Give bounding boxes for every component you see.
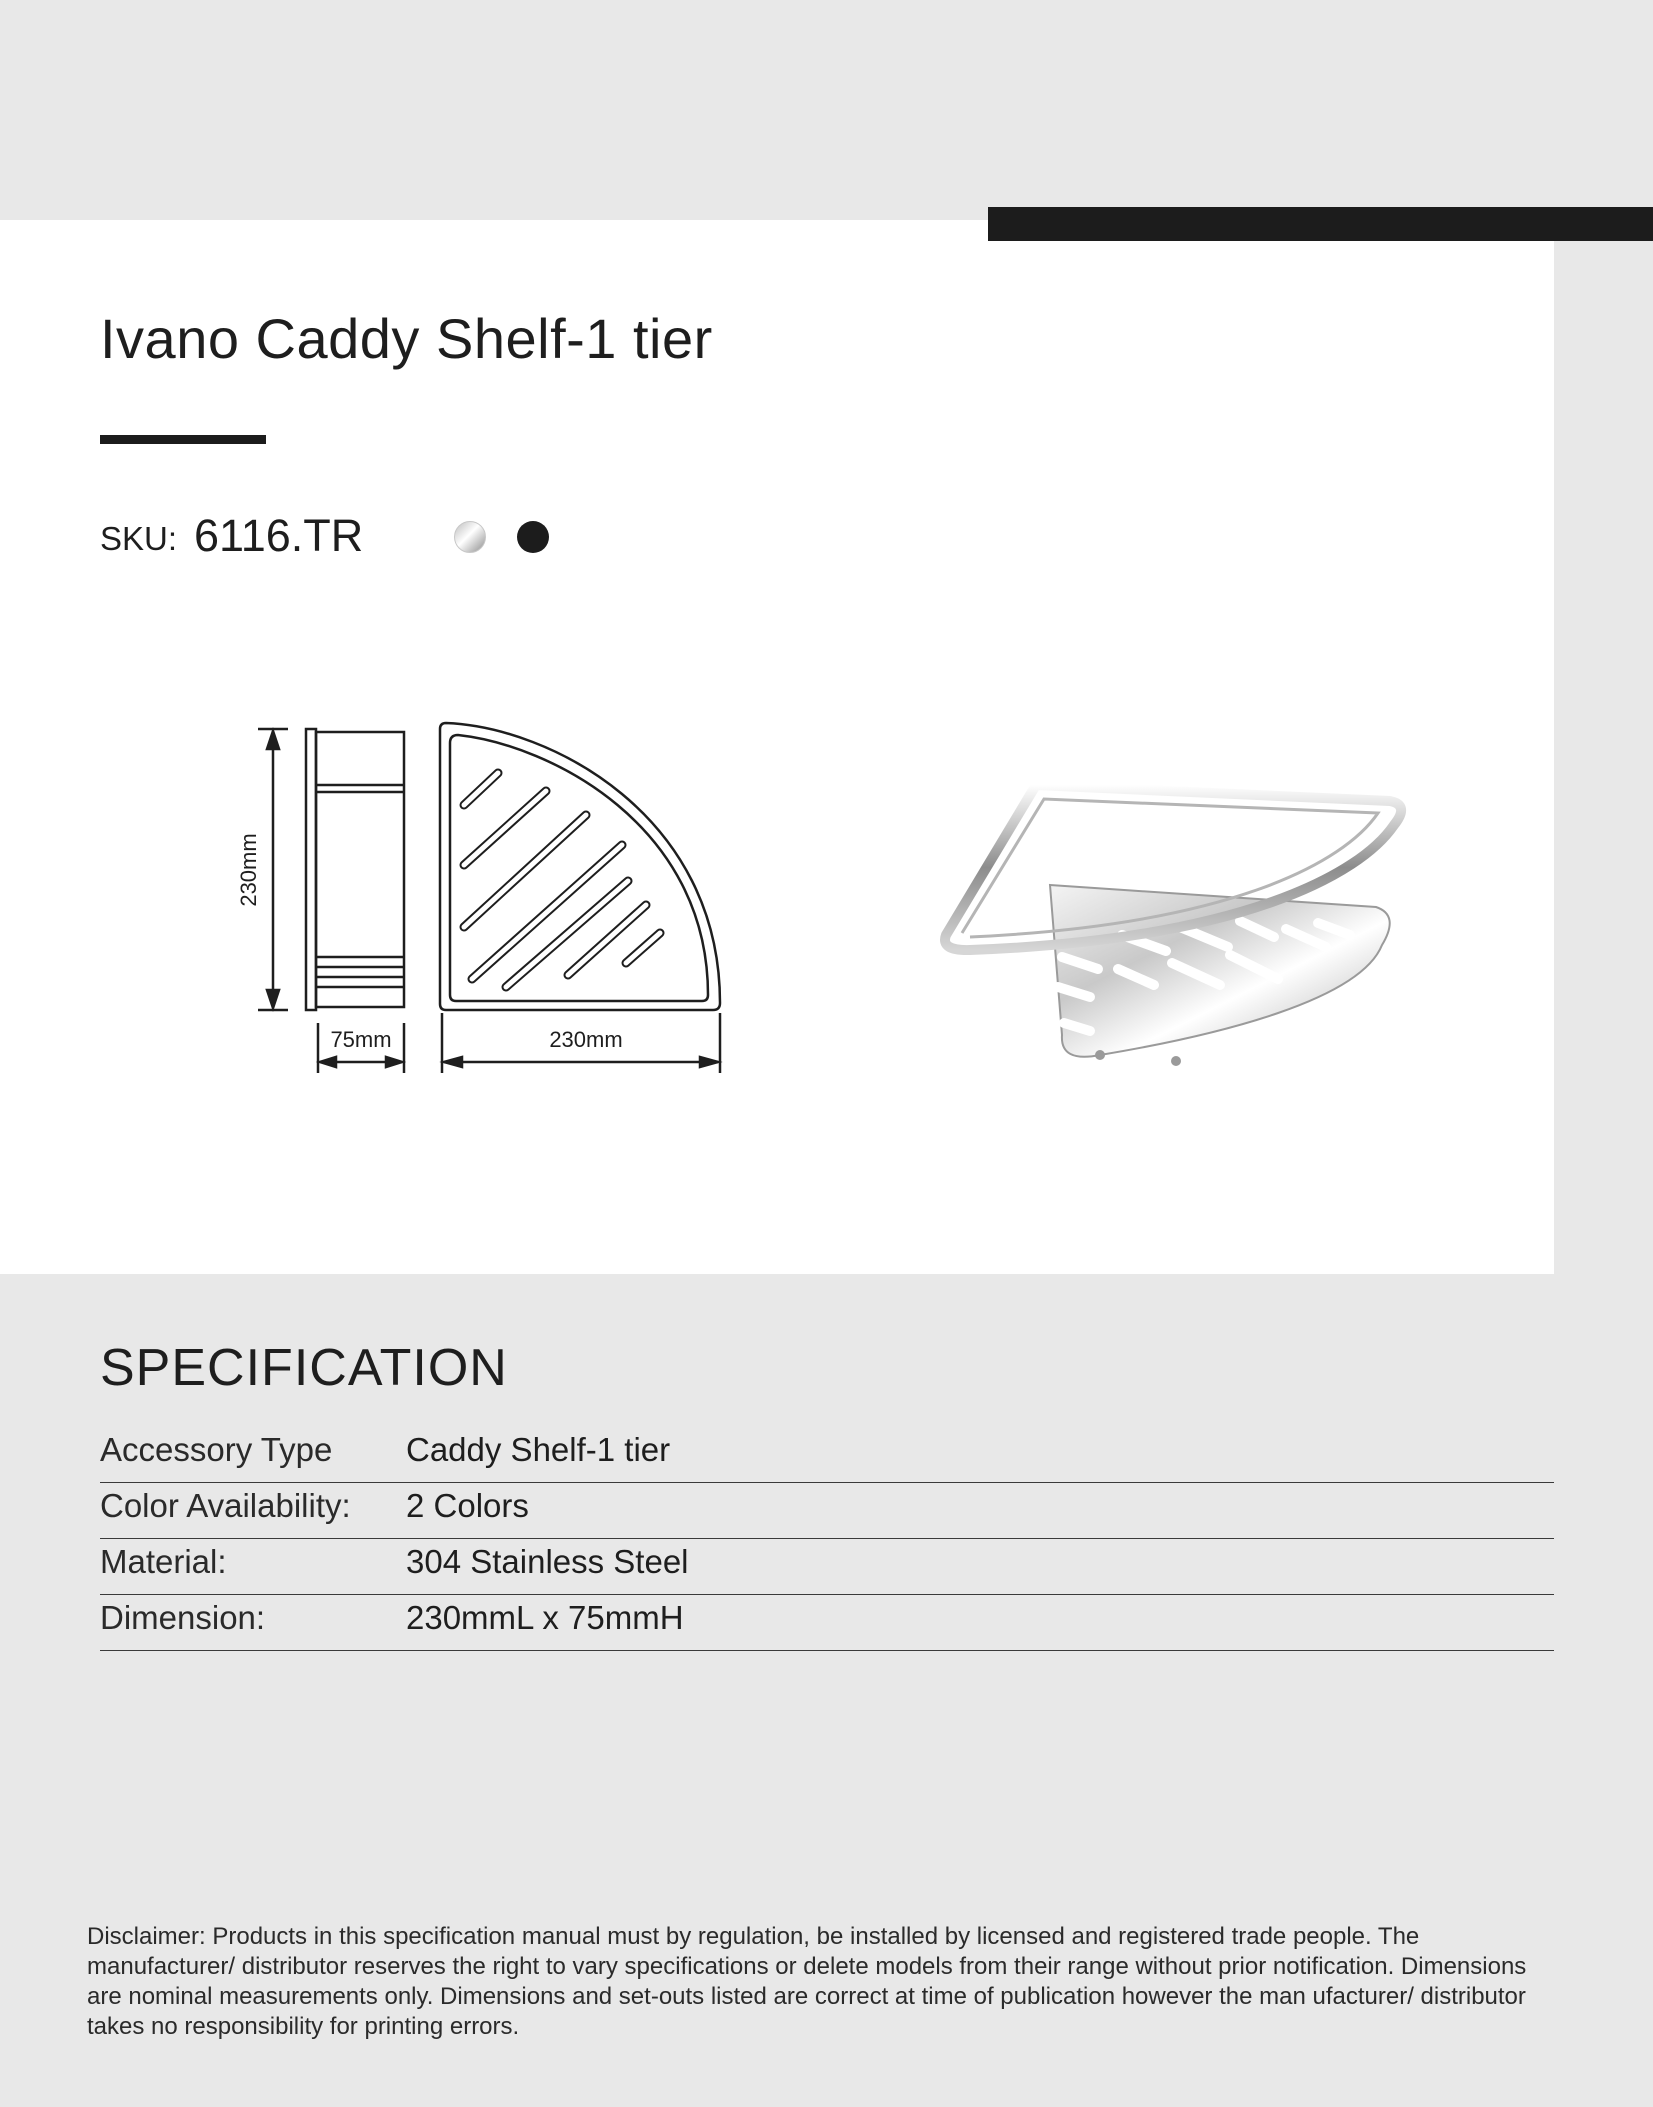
depth-dimension-label: 75mm [330, 1027, 392, 1052]
spec-row [100, 1427, 1554, 1483]
width-dimension-label: 230mm [549, 1027, 623, 1052]
specification-table [100, 1427, 1554, 1651]
spec-value: 304 Stainless Steel [406, 1543, 689, 1580]
spec-row [100, 1483, 1554, 1539]
spec-label: Color Availability: [100, 1487, 351, 1524]
sku-label: SKU: [100, 520, 178, 557]
product-photo [940, 765, 1420, 1085]
spec-label: Accessory Type [100, 1431, 333, 1468]
chrome-color-swatch[interactable] [454, 521, 486, 553]
title-underline [100, 435, 266, 444]
spec-value: 2 Colors [406, 1487, 529, 1524]
height-dimension-label: 230mm [236, 833, 261, 907]
disclaimer-text: Disclaimer: Products in this specification manual must by regulation, be installed by licensed and registered trade people. The manufacturer/ distributor reserves the right to vary specifications or delete models from their range without prior notification. Dimensions are nominal measurements only. Dimensions and set-outs listed are correct at time of publication however the man ufacturer/ distributor takes no responsibility for printing errors. [87, 1923, 1527, 2040]
spec-row [100, 1595, 1554, 1651]
specification-heading: SPECIFICATION [100, 1339, 508, 1397]
spec-value: 230mmL x 75mmH [406, 1599, 684, 1636]
product-title: Ivano Caddy Shelf-1 tier [100, 307, 713, 370]
spec-value: Caddy Shelf-1 tier [406, 1431, 671, 1468]
sku-value: 6116.TR [194, 510, 364, 561]
spec-label: Dimension: [100, 1599, 266, 1636]
header-accent-bar [988, 207, 1653, 241]
spec-label: Material: [100, 1543, 227, 1580]
spec-row [100, 1539, 1554, 1595]
black-color-swatch[interactable] [517, 521, 549, 553]
technical-drawing [220, 705, 740, 1085]
